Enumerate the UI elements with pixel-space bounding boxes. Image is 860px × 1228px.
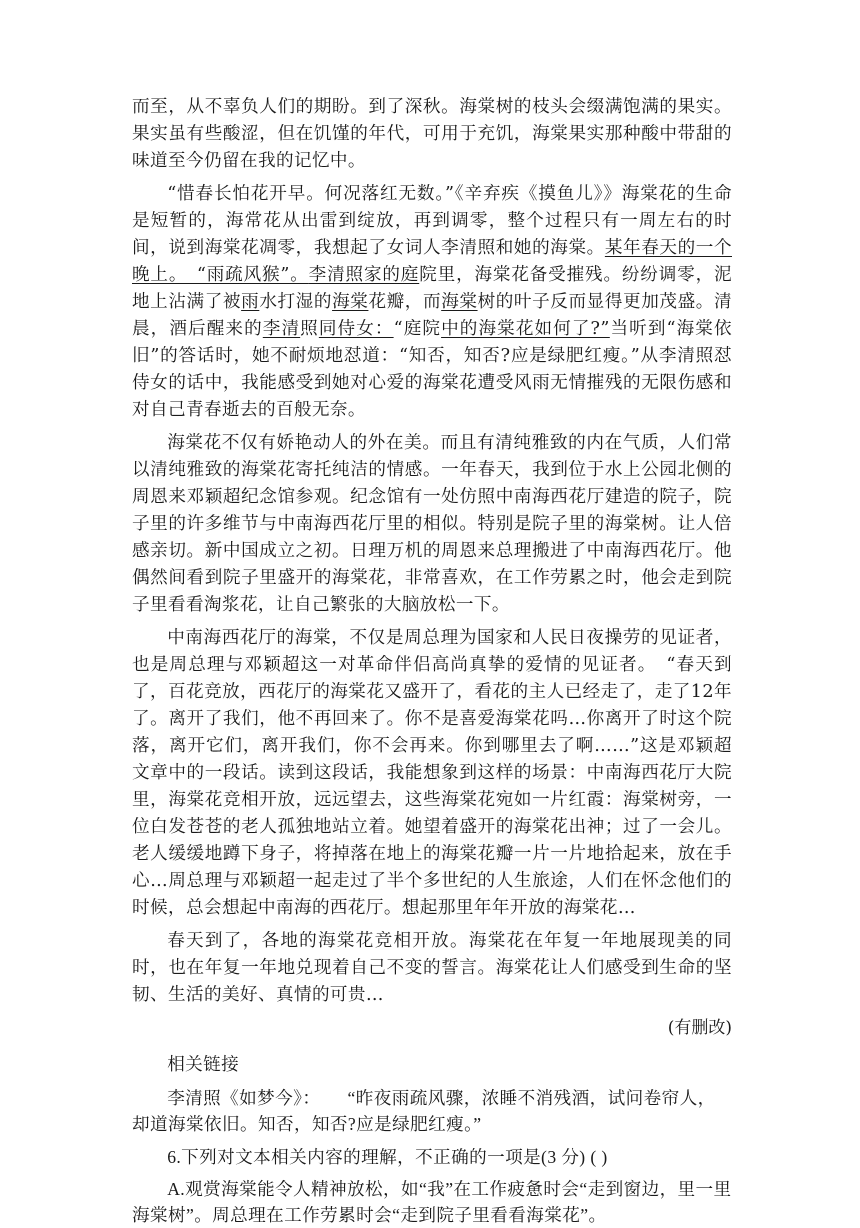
p2-underline-5: 海棠 (441, 292, 478, 312)
paragraph-4: 中南海西花厅的海棠，不仅是周总理为国家和人民日夜操劳的见证者，也是周总理与邓颖超这一对革命伴侣高尚真挚的爱情的见证者。 “春天到了，百花竞放，西花厅的海棠花又盛开了，看花的主人已经走了，走了12年了。离开了我们，他不再回来了。你不是喜爱海棠花吗…你离开了时这个院落，离开它们，离开我们，你不会再来。你到哪里去了啊……”这是邓颖超文章中的一段话。读到这段话，我能想象到这样的场景：中南海西花厅大院里，海棠花竞相开放，远远望去，这些海棠花宛如一片红霞：海棠树旁，一位白发苍苍的老人孤独地站立着。她望着盛开的海棠花出神；过了一会儿。老人缓缓地蹲下身子，将掉落在地上的海棠花瓣一片一片地拾起来，放在手心…周总理与邓颖超一起走过了半个多世纪的人生旅途，人们在怀念他们的时候，总会想起中南海的西花厅。想起那里年年开放的海棠花… (132, 628, 732, 918)
p2-text-g: “庭院 (393, 319, 442, 339)
p2-text-f: 照 (300, 319, 319, 339)
p2-underline-6: 李清 (262, 319, 301, 339)
abridged-note: (有删改) (667, 1018, 732, 1038)
related-link-text: 李清照《如梦今》： “昨夜雨疏风骤，浓睡不消残酒，试问卷帘人，却道海棠依旧。知否，知否?应是绿肥红瘦。” (132, 1088, 716, 1134)
p2-text-b: 院里，海棠花备受摧残。纷纷调零，泥地上沾满了被 (132, 265, 732, 312)
paragraph-2 (132, 181, 732, 424)
p2-underline-4: 海棠 (332, 292, 369, 312)
p2-underline-7: 同侍女： (318, 319, 394, 339)
p2-text-h: 当听到“海棠依旧”的答话时，她不耐烦地怼道：“知否，知否?应是绿肥红瘦。”从李清照怼侍女的话中，我能感受到她对心爱的海棠花遭受风雨无情摧残的无限伤感和对自己青春逝去的百般无奈。 (132, 319, 732, 420)
related-link-heading: 相关链接 (167, 1054, 240, 1074)
p2-underline-2: 李清照家的庭 (308, 265, 420, 285)
question-stem: 6.下列对文本相关内容的理解，不正确的一项是(3 分) ( ) (167, 1147, 608, 1167)
paragraph-1: 而至，从不辜负人们的期盼。到了深秋。海棠树的枝头会缀满饱满的果实。果实虽有些酸涩，但在饥馑的年代，可用于充饥，海棠果实那种酸中带甜的味道至今仍留在我的记忆中。 (132, 97, 732, 171)
p2-text-d: 花瓣，而 (368, 292, 442, 312)
p2-underline-8: 中的海棠花如何了?” (441, 319, 610, 339)
paragraph-3: 海棠花不仅有娇艳动人的外在美。而且有清纯雅致的内在气质，人们常以清纯雅致的海棠花寄托纯洁的情感。一年春天，我到位于水上公园北侧的周恩来邓颖超纪念馆参观。纪念馆有一处仿照中南海西花厅建造的院子，院子里的许多维节与中南海西花厅里的相似。特别是院子里的海棠树。让人倍感亲切。新中国成立之初。日理万机的周恩来总理搬进了中南海西花厅。他偶然间看到院子里盛开的海棠花，非常喜欢，在工作劳累之时，他会走到院子里看看淘浆花，让自己繁张的大脑放松一下。 (132, 433, 732, 615)
p2-text-a: “惜春长怕花开早。何况落红无数。”《辛弃疾《摸鱼儿》》海棠花的生命是短暂的，海常花从出雷到绽放，再到调零，整个过程只有一周左右的时间，说到海棠花凋零，我想起了女词人李清照和她的海棠。 (132, 184, 732, 258)
p2-underline-3: 雨 (241, 292, 260, 312)
paragraph-5: 春天到了，各地的海棠花竞相开放。海棠花在年复一年地展现美的同时，也在年复一年地兑现着自己不变的誓言。海棠花让人们感受到生命的坚韧、生活的美好、真情的可贵… (132, 931, 732, 1005)
p2-underline-1: 某年春天的一个晚上。 “雨疏风猴”。 (132, 238, 732, 285)
p2-text-c: 水打湿的 (259, 292, 333, 312)
question-option-a: A.观赏海棠能令人精神放松，如“我”在工作疲惫时会“走到窗边，里一里海棠树”。周总理在工作劳累时会“走到院子里看看海棠花”。 (132, 1179, 732, 1225)
p2-text-e: 树的叶子反而显得更加茂盛。清晨，酒后醒来的 (132, 292, 732, 339)
